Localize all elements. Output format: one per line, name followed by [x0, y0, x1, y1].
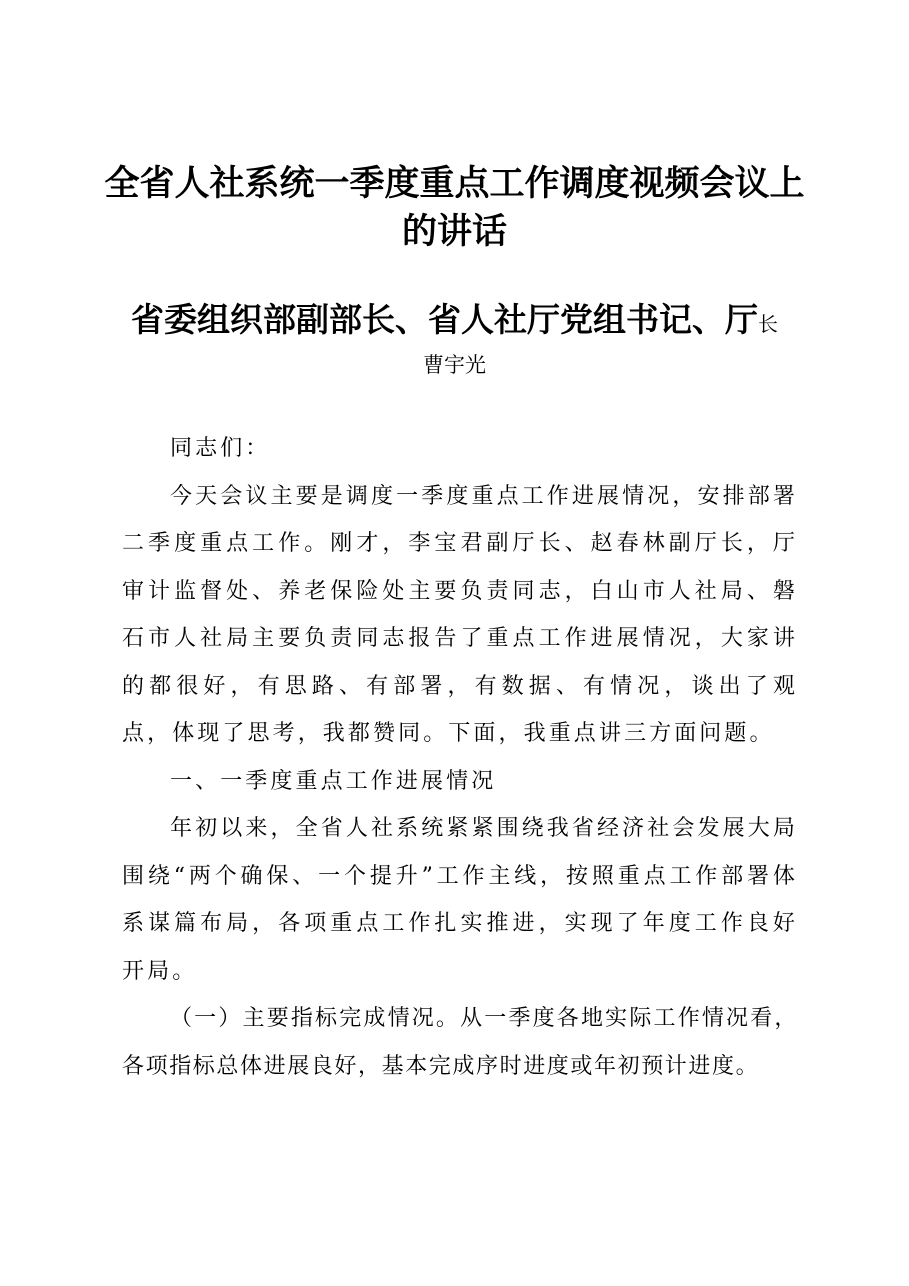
speaker-name: 曹宇光: [423, 353, 486, 377]
document-title: [100, 160, 809, 256]
document-body: [122, 425, 798, 1090]
section-heading: 一、一季度重点工作进展情况: [170, 768, 497, 794]
body-paragraph: 今天会议主要是调度一季度重点工作进展情况，安排部署二季度重点工作。刚才，李宝君副厅长、赵春林副厅长，厅审计监督处、养老保险处主要负责同志，白山市人社局、磐石市人社局主要负责同志报告了重点工作进展情况，大家讲的都很好，有思路、有部署，有数据、有情况，谈出了观点，体现了思考，我都赞同。下面，我重点讲三方面问题。: [122, 483, 798, 746]
speaker-position-tail: 长: [758, 312, 778, 336]
title-line-2: 的讲话: [401, 211, 507, 252]
salutation: 同志们：: [170, 436, 271, 461]
speaker-position-main: 省委组织部副部长、省人社厅党组书记、厅: [131, 300, 758, 339]
body-paragraph: （一）主要指标完成情况。从一季度各地实际工作情况看，各项指标总体进展良好，基本完成序时进度或年初预计进度。: [122, 1006, 798, 1079]
title-line-1: 全省人社系统一季度重点工作调度视频会议上: [104, 163, 805, 204]
body-paragraph: 年初以来，全省人社系统紧紧围绕我省经济社会发展大局围绕“两个确保、一个提升”工作主线，按照重点工作部署体系谋篇布局，各项重点工作扎实推进，实现了年度工作良好开局。: [122, 816, 798, 984]
speaker-position: [60, 296, 849, 348]
